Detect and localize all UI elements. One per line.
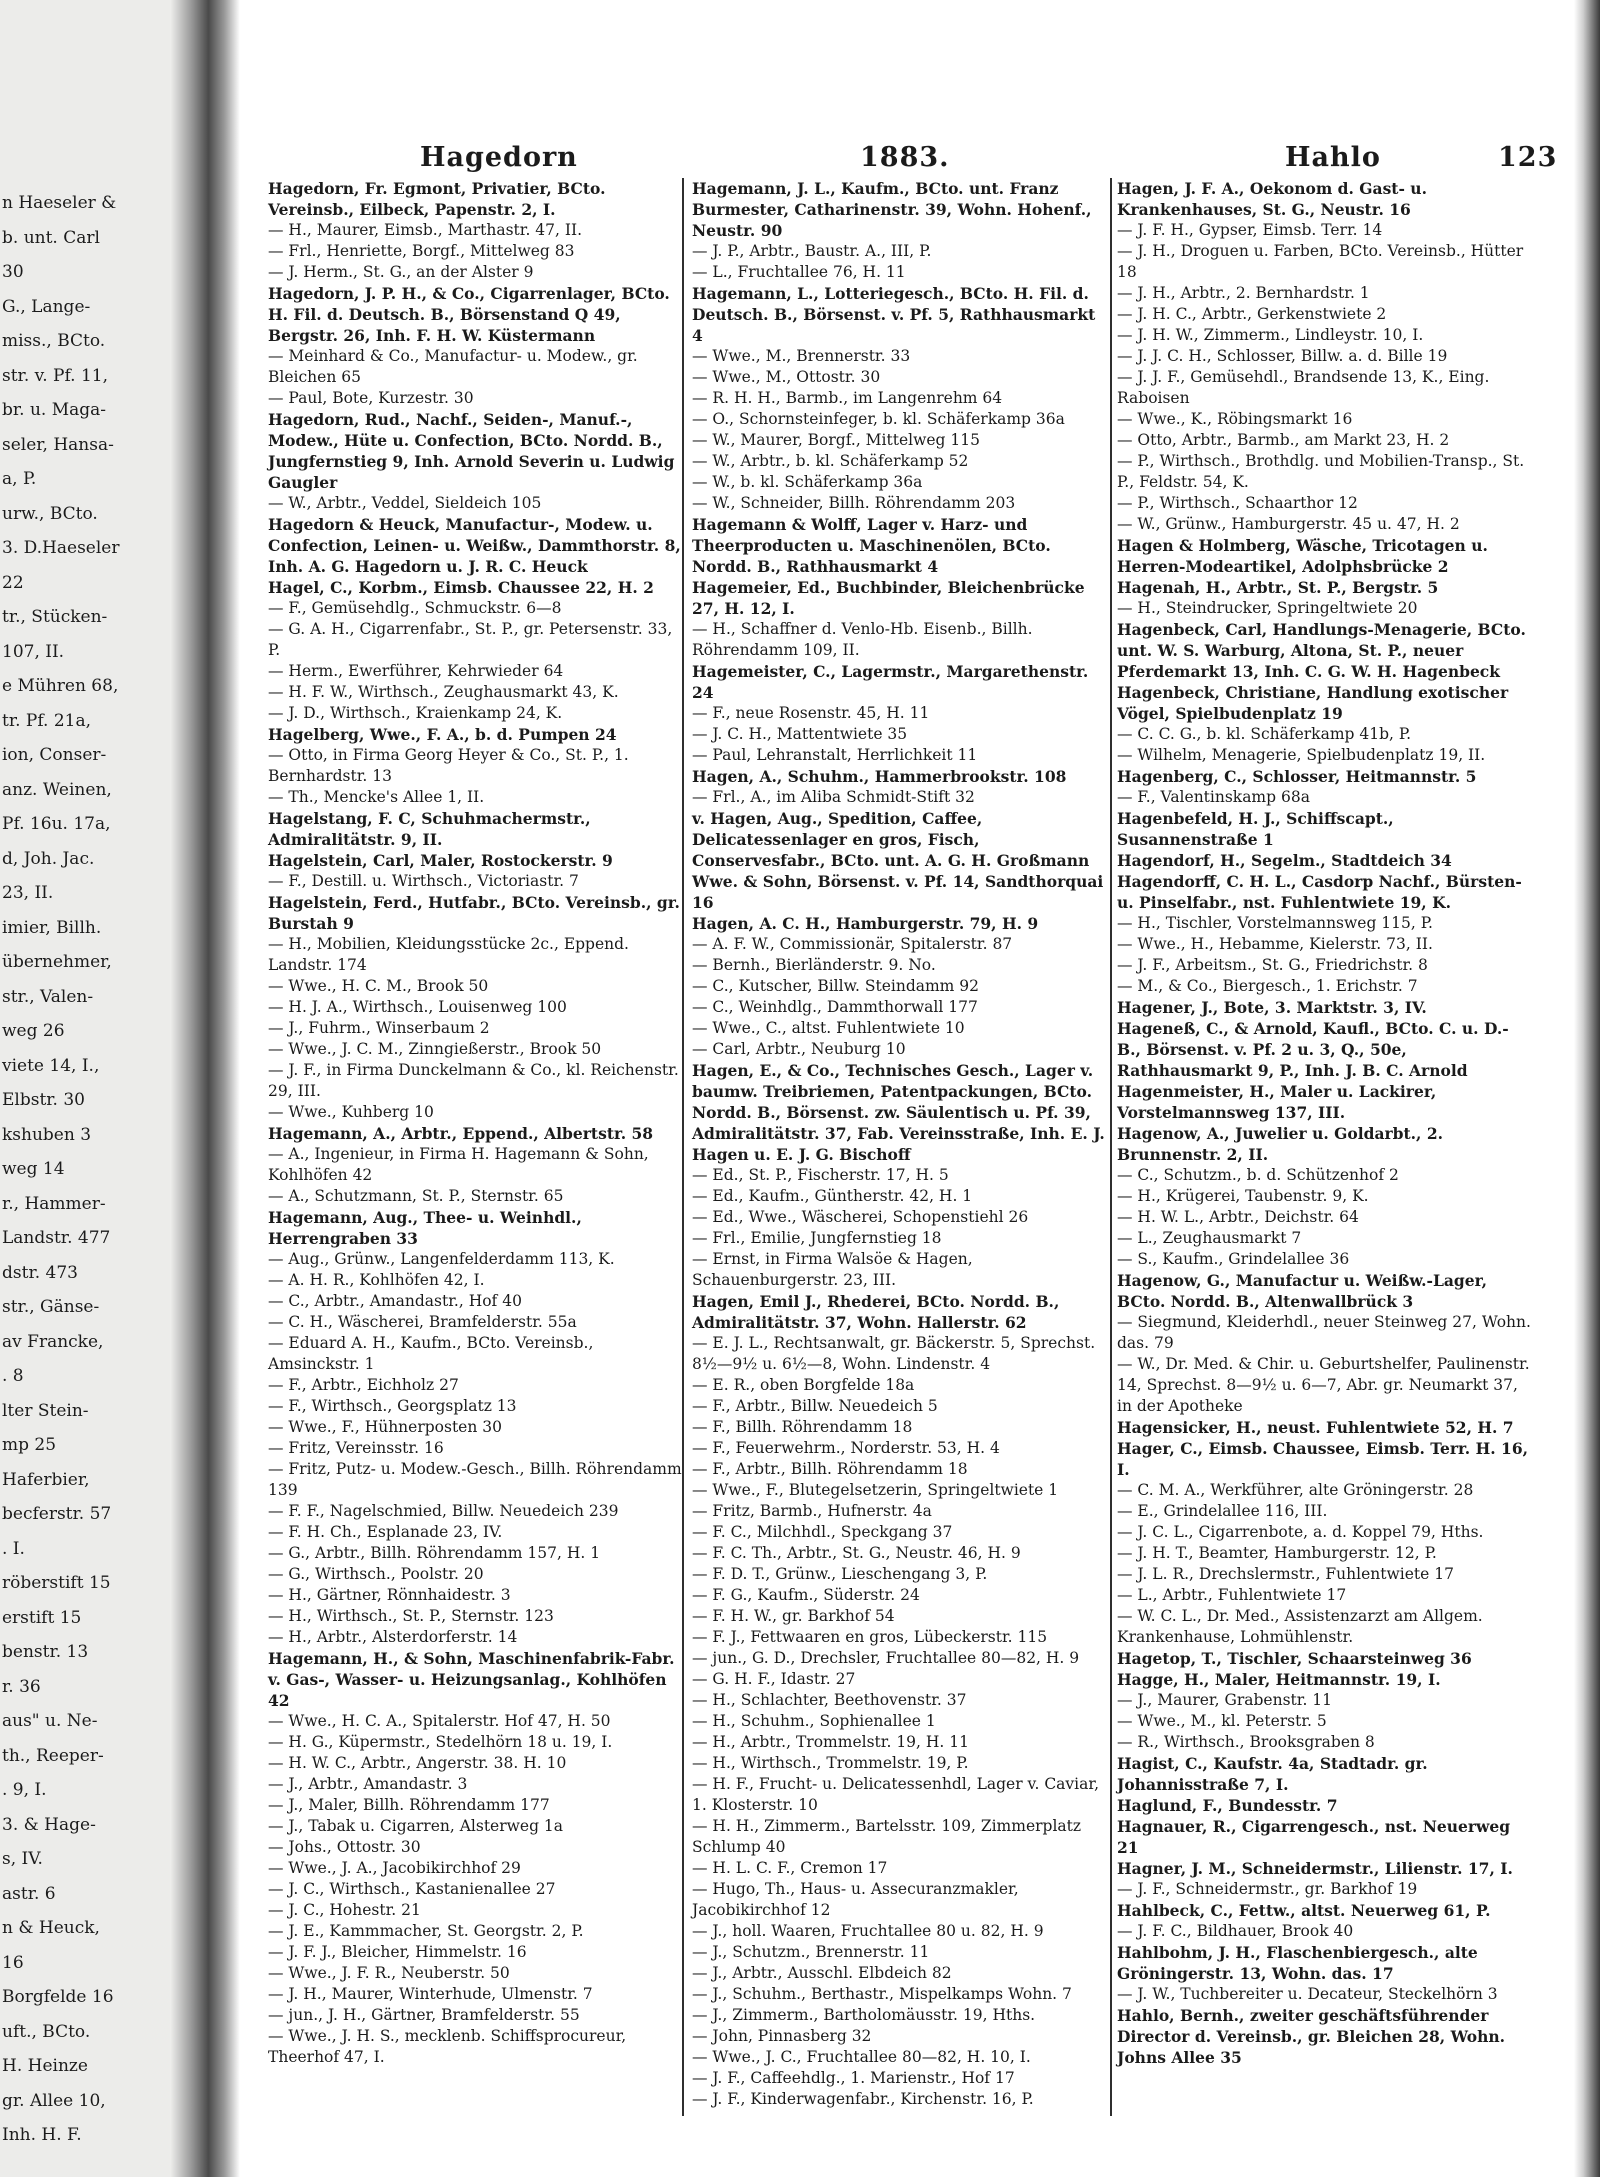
directory-entry: — H., Schaffner d. Venlo-Hb. Eisenb., Billh. Röhrendamm 109, II.: [692, 620, 1033, 659]
directory-entry: Hagemann, J. L., Kaufm., BCto. unt. Franz Burmester, Catharinenstr. 39, Wohn. Hohenf., Neustr. 90: [692, 179, 1092, 240]
directory-entry: — G., Arbtr., Billh. Röhrendamm 157, H. 1: [268, 1544, 601, 1562]
directory-entry: — Wwe., C., altst. Fuhlentwiete 10: [692, 1019, 965, 1037]
directory-entry: Hagenbeck, Christiane, Handlung exotischer Vögel, Spielbudenplatz 19: [1117, 683, 1509, 723]
adjacent-page-fragment: str., Gänse-: [2, 1297, 100, 1317]
directory-entry: — Fritz, Vereinsstr. 16: [268, 1439, 444, 1457]
adjacent-page-fragment: becferstr. 57: [2, 1504, 112, 1524]
directory-entry: — Wwe., J. A., Jacobikirchhof 29: [268, 1859, 521, 1877]
directory-entry: — Herm., Ewerführer, Kehrwieder 64: [268, 662, 564, 680]
directory-entry: Hagedorn, J. P. H., & Co., Cigarrenlager, BCto. H. Fil. d. Deutsch. B., Börsenstand Q 49, Bergstr. 26, Inh. F. H. W. Küstermann: [268, 284, 670, 345]
directory-entry: Hagemann, H., & Sohn, Maschinenfabrik-Fabr. v. Gas-, Wasser- u. Heizungsanlag., Kohlhöfen 42: [268, 1649, 675, 1710]
directory-entry: — J. H. W., Zimmerm., Lindleystr. 10, I.: [1117, 326, 1424, 344]
directory-entry: — jun., J. H., Gärtner, Bramfelderstr. 55: [268, 2006, 580, 2024]
adjacent-page-fragment: 3. & Hage-: [2, 1814, 96, 1835]
directory-entry: — J., Tabak u. Cigarren, Alsterweg 1a: [268, 1817, 564, 1835]
directory-entry: — F. F., Nagelschmied, Billw. Neuedeich 239: [268, 1502, 619, 1520]
directory-column-3: [1117, 178, 1531, 2068]
adjacent-page-fragment: str. v. Pf. 11,: [2, 365, 108, 386]
adjacent-page-fragment: 16: [2, 1952, 24, 1973]
directory-entry: — A., Ingenieur, in Firma H. Hagemann & Sohn, Kohlhöfen 42: [268, 1145, 649, 1184]
directory-entry: — Paul, Lehranstalt, Herrlichkeit 11: [692, 746, 978, 764]
directory-entry: — E. R., oben Borgfelde 18a: [692, 1376, 915, 1394]
directory-entry: — Otto, in Firma Georg Heyer & Co., St. P., 1. Bernhardstr. 13: [268, 746, 629, 785]
directory-entry: Hagendorff, C. H. L., Casdorp Nachf., Bürsten- u. Pinselfabr., nst. Fuhlentwiete 19, K.: [1117, 872, 1522, 912]
directory-entry: — H. W. C., Arbtr., Angerstr. 38. H. 10: [268, 1754, 567, 1772]
directory-entry: — H. H., Zimmerm., Bartelsstr. 109, Zimmerplatz Schlump 40: [692, 1817, 1082, 1856]
directory-entry: — J. P., Arbtr., Baustr. A., III, P.: [692, 242, 932, 260]
directory-entry: — S., Kaufm., Grindelallee 36: [1117, 1250, 1350, 1268]
directory-entry: — Wwe., F., Hühnerposten 30: [268, 1418, 502, 1436]
adjacent-page-fragment: Landstr. 477: [2, 1228, 111, 1248]
directory-page: [240, 0, 1600, 2177]
directory-entry: — J. J. F., Gemüsehdl., Brandsende 13, K., Eing. Raboisen: [1117, 368, 1490, 407]
directory-entry: — J. D., Wirthsch., Kraienkamp 24, K.: [268, 704, 563, 722]
directory-entry: Hagemann, Aug., Thee- u. Weinhdl., Herrengraben 33: [268, 1208, 582, 1248]
adjacent-page-fragment: 3. D.Haeseler: [2, 538, 120, 558]
running-head-first-name: Hagedorn: [420, 142, 578, 173]
directory-entry: — Hugo, Th., Haus- u. Assecuranzmakler, Jacobikirchhof 12: [692, 1880, 1019, 1919]
directory-entry: — F. G., Kaufm., Süderstr. 24: [692, 1586, 920, 1604]
directory-entry: — A. H. R., Kohlhöfen 42, I.: [268, 1271, 485, 1289]
adjacent-page-fragment: a, P.: [2, 469, 37, 489]
directory-entry: — F., Arbtr., Billw. Neuedeich 5: [692, 1397, 938, 1415]
directory-entry: — J. L. R., Drechslermstr., Fuhlentwiete 17: [1117, 1565, 1454, 1583]
directory-entry: — R. H. H., Barmb., im Langenrehm 64: [692, 389, 1003, 407]
directory-entry: Hageneß, C., & Arnold, Kaufl., BCto. C. u. D.-B., Börsenst. v. Pf. 2 u. 3, Q., 50e, Rathhausmarkt 9, P., Inh. J. B. C. Arnold: [1117, 1019, 1509, 1080]
adjacent-page-fragment: astr. 6: [2, 1883, 56, 1904]
directory-entry: — F., Destill. u. Wirthsch., Victoriastr. 7: [268, 872, 579, 890]
directory-entry: Hagemann, A., Arbtr., Eppend., Albertstr. 58: [268, 1124, 654, 1143]
directory-entry: — Wwe., M., Brennerstr. 33: [692, 347, 911, 365]
directory-entry: Hagelstein, Ferd., Hutfabr., BCto. Vereinsb., gr. Burstah 9: [268, 893, 680, 933]
adjacent-page-fragment: tr., Stücken-: [2, 607, 108, 627]
directory-entry: — J., holl. Waaren, Fruchtallee 80 u. 82, H. 9: [692, 1922, 1044, 1940]
directory-entry: — Ed., Kaufm., Güntherstr. 42, H. 1: [692, 1187, 973, 1205]
directory-entry: — J. F., Caffeehdlg., 1. Marienstr., Hof 17: [692, 2069, 1015, 2087]
adjacent-page-fragment: . I.: [2, 1538, 25, 1559]
directory-entry: — F. C., Milchhdl., Speckgang 37: [692, 1523, 953, 1541]
adjacent-page-fragment: miss., BCto.: [2, 331, 106, 351]
directory-entry: — W., Dr. Med. & Chir. u. Geburtshelfer, Paulinenstr. 14, Sprechst. 8—9½ u. 6—7, Abr. gr. Neumarkt 37, in der Apotheke: [1117, 1355, 1530, 1415]
directory-entry: Hagener, J., Bote, 3. Marktstr. 3, IV.: [1117, 998, 1427, 1017]
directory-entry: — G. A. H., Cigarrenfabr., St. P., gr. Petersenstr. 33, P.: [268, 620, 673, 659]
directory-entry: — C., Arbtr., Amandastr., Hof 40: [268, 1292, 522, 1310]
directory-entry: — H. J. A., Wirthsch., Louisenweg 100: [268, 998, 567, 1016]
directory-entry: Hagenbefeld, H. J., Schiffscapt., Susannenstraße 1: [1117, 809, 1394, 849]
directory-entry: — F. H. W., gr. Barkhof 54: [692, 1607, 895, 1625]
directory-entry: — F., Arbtr., Billh. Röhrendamm 18: [692, 1460, 968, 1478]
directory-entry: — J. E., Kammmacher, St. Georgstr. 2, P.: [268, 1922, 584, 1940]
directory-entry: — J. H., Arbtr., 2. Bernhardstr. 1: [1117, 284, 1370, 302]
directory-entry: — H., Maurer, Eimsb., Marthastr. 47, II.: [268, 221, 583, 239]
directory-entry: — Paul, Bote, Kurzestr. 30: [268, 389, 474, 407]
directory-entry: — A. F. W., Commissionär, Spitalerstr. 87: [692, 935, 1013, 953]
directory-entry: — H. F. W., Wirthsch., Zeughausmarkt 43, K.: [268, 683, 619, 701]
directory-entry: — W., b. kl. Schäferkamp 36a: [692, 473, 923, 491]
directory-entry: — F., Gemüsehdlg., Schmuckstr. 6—8: [268, 599, 562, 617]
adjacent-page-fragment: r., Hammer-: [2, 1193, 106, 1214]
directory-entry: — Th., Mencke's Allee 1, II.: [268, 788, 485, 806]
directory-entry: — J. C. L., Cigarrenbote, a. d. Koppel 79, Hths.: [1117, 1523, 1484, 1541]
directory-entry: — J., Schutzm., Brennerstr. 11: [692, 1943, 930, 1961]
directory-entry: — J. H., Maurer, Winterhude, Ulmenstr. 7: [268, 1985, 593, 2003]
directory-entry: — Ernst, in Firma Walsöe & Hagen, Schauenburgerstr. 23, III.: [692, 1250, 973, 1289]
directory-entry: — F., Valentinskamp 68a: [1117, 788, 1310, 806]
directory-entry: Hagemeister, C., Lagermstr., Margarethenstr. 24: [692, 662, 1089, 702]
running-head-year: 1883.: [860, 142, 950, 173]
directory-entry: — Wilhelm, Menagerie, Spielbudenplatz 19, II.: [1117, 746, 1486, 764]
directory-entry: — W., Arbtr., b. kl. Schäferkamp 52: [692, 452, 969, 470]
directory-entry: Hagenbeck, Carl, Handlungs-Menagerie, BCto. unt. W. S. Warburg, Altona, St. P., neuer Pferdemarkt 13, Inh. C. G. W. H. Hagenbeck: [1117, 620, 1526, 681]
adjacent-page-fragment: seler, Hansa-: [2, 434, 114, 455]
adjacent-page-fragment: uft., BCto.: [2, 2021, 91, 2042]
adjacent-page-fragment: G., Lange-: [2, 296, 91, 317]
directory-entry: — F., neue Rosenstr. 45, H. 11: [692, 704, 930, 722]
directory-entry: — E. J. L., Rechtsanwalt, gr. Bäckerstr. 5, Sprechst. 8½—9½ u. 6½—8, Wohn. Lindenstr. 4: [692, 1334, 1096, 1373]
directory-entry: — Siegmund, Kleiderhdl., neuer Steinweg 27, Wohn. das. 79: [1117, 1313, 1531, 1352]
adjacent-page-fragment: n Haeseler &: [2, 193, 117, 213]
directory-entry: — Fritz, Putz- u. Modew.-Gesch., Billh. Röhrendamm 139: [268, 1460, 682, 1499]
directory-entry: — J. H. T., Beamter, Hamburgerstr. 12, P.: [1117, 1544, 1437, 1562]
directory-entry: — G. H. F., Idastr. 27: [692, 1670, 856, 1688]
adjacent-page-fragment: Elbstr. 30: [2, 1090, 85, 1110]
directory-entry: — C., Kutscher, Billw. Steindamm 92: [692, 977, 980, 995]
adjacent-page-fragment: urw., BCto.: [2, 503, 98, 524]
directory-entry: Hagen, A. C. H., Hamburgerstr. 79, H. 9: [692, 914, 1039, 933]
directory-entry: — H., Krügerei, Taubenstr. 9, K.: [1117, 1187, 1369, 1205]
directory-entry: — Wwe., M., Ottostr. 30: [692, 368, 881, 386]
adjacent-page-fragment: ion, Conser-: [2, 745, 107, 765]
directory-entry: — Frl., Henriette, Borgf., Mittelweg 83: [268, 242, 575, 260]
adjacent-page-fragment: 30: [2, 262, 24, 282]
directory-entry: Hagen, Emil J., Rhederei, BCto. Nordd. B., Admiralitätstr. 37, Wohn. Hallerstr. 62: [692, 1292, 1060, 1332]
page-edge-shadow: [1574, 0, 1600, 2177]
adjacent-page-fragment: . 8: [2, 1366, 24, 1386]
directory-entry: — Ed., St. P., Fischerstr. 17, H. 5: [692, 1166, 949, 1184]
directory-entry: — P., Wirthsch., Schaarthor 12: [1117, 494, 1358, 512]
directory-entry: — H., Arbtr., Trommelstr. 19, H. 11: [692, 1733, 969, 1751]
directory-entry: — J. J. C. H., Schlosser, Billw. a. d. Bille 19: [1117, 347, 1448, 365]
directory-entry: — J., Maurer, Grabenstr. 11: [1117, 1691, 1333, 1709]
page-number: 123: [1498, 142, 1558, 173]
directory-entry: — F. J., Fettwaaren en gros, Lübeckerstr. 115: [692, 1628, 1048, 1646]
directory-entry: — Wwe., H. C. M., Brook 50: [268, 977, 489, 995]
directory-entry: — C., Schutzm., b. d. Schützenhof 2: [1117, 1166, 1399, 1184]
adjacent-page-fragment: erstift 15: [2, 1607, 82, 1628]
page-header: [240, 142, 1600, 182]
directory-entry: — L., Zeughausmarkt 7: [1117, 1229, 1302, 1247]
directory-entry: Hagedorn, Rud., Nachf., Seiden-, Manuf.-, Modew., Hüte u. Confection, BCto. Nordd. B., Jungfernstieg 9, Inh. Arnold Severin u. Ludwig Gaugler: [268, 410, 675, 492]
directory-entry: — J., Maler, Billh. Röhrendamm 177: [268, 1796, 550, 1814]
adjacent-page-fragment: b. unt. Carl: [2, 227, 100, 248]
directory-entry: — Wwe., M., kl. Peterstr. 5: [1117, 1712, 1327, 1730]
adjacent-page-fragment: übernehmer,: [2, 952, 112, 972]
directory-entry: — F., Billh. Röhrendamm 18: [692, 1418, 913, 1436]
directory-column-2: [692, 178, 1108, 2110]
adjacent-page-fragment: 23, II.: [2, 883, 54, 903]
directory-entry: — Eduard A. H., Kaufm., BCto. Vereinsb., Amsinckstr. 1: [268, 1334, 594, 1373]
column-divider: [1110, 178, 1112, 2116]
directory-entry: — J., Zimmerm., Bartholomäusstr. 19, Hths.: [692, 2006, 1036, 2024]
directory-entry: Hagemeier, Ed., Buchbinder, Bleichenbrücke 27, H. 12, I.: [692, 578, 1085, 618]
directory-entry: — Wwe., Kuhberg 10: [268, 1103, 434, 1121]
directory-entry: — J., Arbtr., Amandastr. 3: [268, 1775, 468, 1793]
adjacent-page-fragment: imier, Billh.: [2, 917, 102, 938]
directory-entry: Hagen & Holmberg, Wäsche, Tricotagen u. Herren-Modeartikel, Adolphsbrücke 2: [1117, 536, 1488, 576]
directory-entry: — F. H. Ch., Esplanade 23, IV.: [268, 1523, 503, 1541]
directory-entry: — J. F. C., Bildhauer, Brook 40: [1117, 1922, 1354, 1940]
directory-entry: — L., Fruchtallee 76, H. 11: [692, 263, 906, 281]
directory-entry: — Frl., A., im Aliba Schmidt-Stift 32: [692, 788, 975, 806]
directory-entry: Hagen, E., & Co., Technisches Gesch., Lager v. baumw. Treibriemen, Patentpackungen, BCto. Nordd. B., Börsenst. zw. Säulentisch u. Pf. 39, Admiralitätstr. 37, Fab. Vereinsstraße, Inh. E. J. Hagen u. E. J. G. Bischoff: [692, 1061, 1105, 1164]
directory-entry: — J. H., Droguen u. Farben, BCto. Vereinsb., Hütter 18: [1117, 242, 1524, 281]
directory-entry: — R., Wirthsch., Brooksgraben 8: [1117, 1733, 1375, 1751]
directory-entry: Hagner, J. M., Schneidermstr., Lilienstr. 17, I.: [1117, 1859, 1513, 1878]
directory-entry: Haglund, F., Bundesstr. 7: [1117, 1796, 1338, 1815]
directory-entry: — Aug., Grünw., Langenfelderdamm 113, K.: [268, 1250, 615, 1268]
directory-entry: — W., Maurer, Borgf., Mittelweg 115: [692, 431, 980, 449]
directory-entry: — F. D. T., Grünw., Lieschengang 3, P.: [692, 1565, 988, 1583]
adjacent-page-fragment: tr. Pf. 21a,: [2, 710, 92, 731]
directory-entry: Hagendorf, H., Segelm., Stadtdeich 34: [1117, 851, 1452, 870]
adjacent-page-fragment: d, Joh. Jac.: [2, 848, 95, 869]
directory-entry: Hagedorn, Fr. Egmont, Privatier, BCto. Vereinsb., Eilbeck, Papenstr. 2, I.: [268, 179, 606, 219]
adjacent-page-fragment: Borgfelde 16: [2, 1987, 114, 2007]
adjacent-page-strip: [0, 0, 190, 2177]
directory-entry: — Carl, Arbtr., Neuburg 10: [692, 1040, 906, 1058]
directory-entry: — H. G., Küpermstr., Stedelhörn 18 u. 19, I.: [268, 1733, 613, 1751]
directory-entry: Hagist, C., Kaufstr. 4a, Stadtadr. gr. Johannisstraße 7, I.: [1117, 1754, 1428, 1794]
directory-entry: — L., Arbtr., Fuhlentwiete 17: [1117, 1586, 1347, 1604]
directory-entry: — J., Schuhm., Berthastr., Mispelkamps Wohn. 7: [692, 1985, 1072, 2003]
directory-entry: — F., Arbtr., Eichholz 27: [268, 1376, 459, 1394]
directory-entry: Hagge, H., Maler, Heitmannstr. 19, I.: [1117, 1670, 1441, 1689]
directory-column-1: [268, 178, 684, 2068]
directory-entry: — Wwe., H., Hebamme, Kielerstr. 73, II.: [1117, 935, 1433, 953]
directory-entry: — Ed., Wwe., Wäscherei, Schopenstiehl 26: [692, 1208, 1029, 1226]
adjacent-page-fragment: av Francke,: [2, 1331, 104, 1352]
directory-entry: Hagedorn & Heuck, Manufactur-, Modew. u. Confection, Leinen- u. Weißw., Dammthorstr. 8, Inh. A. G. Hagedorn u. J. R. C. Heuck: [268, 515, 681, 576]
directory-entry: — Wwe., H. C. A., Spitalerstr. Hof 47, H. 50: [268, 1712, 611, 1730]
directory-entry: — H. W. L., Arbtr., Deichstr. 64: [1117, 1208, 1359, 1226]
directory-entry: — Frl., Emilie, Jungfernstieg 18: [692, 1229, 942, 1247]
adjacent-page-fragment: th., Reeper-: [2, 1745, 104, 1766]
directory-entry: — F., Wirthsch., Georgsplatz 13: [268, 1397, 517, 1415]
directory-entry: — W., Grünw., Hamburgerstr. 45 u. 47, H. 2: [1117, 515, 1460, 533]
directory-entry: — W., Schneider, Billh. Röhrendamm 203: [692, 494, 1016, 512]
directory-entry: — Otto, Arbtr., Barmb., am Markt 23, H. 2: [1117, 431, 1450, 449]
directory-entry: — F. C. Th., Arbtr., St. G., Neustr. 46, H. 9: [692, 1544, 1021, 1562]
directory-entry: Hagen, A., Schuhm., Hammerbrookstr. 108: [692, 767, 1067, 786]
directory-entry: — J. F. H., Gypser, Eimsb. Terr. 14: [1117, 221, 1383, 239]
directory-entry: — J., Fuhrm., Winserbaum 2: [268, 1019, 490, 1037]
adjacent-page-fragment: 107, II.: [2, 641, 65, 662]
directory-entry: — P., Wirthsch., Brothdlg. und Mobilien-Transp., St. P., Feldstr. 54, K.: [1117, 452, 1525, 491]
adjacent-page-fragment: H. Heinze: [2, 2056, 88, 2076]
book-gutter-shadow: [170, 0, 240, 2177]
directory-entry: — Wwe., J. C., Fruchtallee 80—82, H. 10, I.: [692, 2048, 1031, 2066]
directory-entry: Hagelstang, F. C, Schuhmachermstr., Admiralitätstr. 9, II.: [268, 809, 591, 849]
directory-entry: — Wwe., K., Röbingsmarkt 16: [1117, 410, 1353, 428]
adjacent-page-fragment: s, IV.: [2, 1849, 43, 1869]
adjacent-page-fragment: e Mühren 68,: [2, 676, 119, 696]
directory-entry: — J. F., Kinderwagenfabr., Kirchenstr. 16, P.: [692, 2090, 1034, 2108]
adjacent-page-fragment: aus" u. Ne-: [2, 1711, 98, 1731]
adjacent-page-fragment: gr. Allee 10,: [2, 2090, 106, 2111]
adjacent-page-fragment: weg 14: [2, 1159, 65, 1179]
adjacent-page-fragment: viete 14, I.,: [2, 1055, 100, 1076]
adjacent-page-fragment: lter Stein-: [2, 1400, 89, 1421]
directory-entry: — J., Arbtr., Ausschl. Elbdeich 82: [692, 1964, 952, 1982]
directory-entry: Hagenmeister, H., Maler u. Lackirer, Vorstelmannsweg 137, III.: [1117, 1082, 1437, 1122]
directory-entry: Hagemann, L., Lotteriegesch., BCto. H. Fil. d. Deutsch. B., Börsenst. v. Pf. 5, Rathhausmarkt 4: [692, 284, 1096, 345]
directory-entry: Hagemann & Wolff, Lager v. Harz- und Theerproducten u. Maschinenölen, BCto. Nordd. B., Rathhausmarkt 4: [692, 515, 1051, 576]
directory-entry: — H., Wirthsch., Trommelstr. 19, P.: [692, 1754, 969, 1772]
adjacent-page-fragment: anz. Weinen,: [2, 779, 112, 800]
directory-entry: — Fritz, Barmb., Hufnerstr. 4a: [692, 1502, 932, 1520]
directory-entry: — J. F., in Firma Dunckelmann & Co., kl. Reichenstr. 29, III.: [268, 1061, 679, 1100]
adjacent-page-fragment: 22: [2, 572, 24, 593]
running-head-last-name: Hahlo: [1285, 142, 1381, 173]
adjacent-page-fragment: kshuben 3: [2, 1124, 92, 1145]
directory-entry: — H., Mobilien, Kleidungsstücke 2c., Eppend. Landstr. 174: [268, 935, 629, 974]
directory-entry: — C., Weinhdlg., Dammthorwall 177: [692, 998, 978, 1016]
directory-entry: — Bernh., Bierländerstr. 9. No.: [692, 956, 936, 974]
directory-entry: — J. W., Tuchbereiter u. Decateur, Steckelhörn 3: [1117, 1985, 1498, 2003]
directory-entry: — G., Wirthsch., Poolstr. 20: [268, 1565, 484, 1583]
directory-entry: — C. M. A., Werkführer, alte Gröningerstr. 28: [1117, 1481, 1474, 1499]
adjacent-page-fragment: . 9, I.: [2, 1780, 47, 1800]
directory-entry: — C. H., Wäscherei, Bramfelderstr. 55a: [268, 1313, 577, 1331]
directory-entry: — A., Schutzmann, St. P., Sternstr. 65: [268, 1187, 564, 1205]
adjacent-page-fragment: Pf. 16u. 17a,: [2, 814, 111, 834]
directory-entry: — H. F., Frucht- u. Delicatessenhdl, Lager v. Caviar, 1. Klosterstr. 10: [692, 1775, 1100, 1814]
adjacent-page-fragment: dstr. 473: [2, 1262, 78, 1283]
adjacent-page-fragment: str., Valen-: [2, 986, 94, 1007]
directory-entry: — Wwe., F., Blutegelsetzerin, Springeltwiete 1: [692, 1481, 1059, 1499]
directory-entry: — O., Schornsteinfeger, b. kl. Schäferkamp 36a: [692, 410, 1065, 428]
directory-entry: Hagnauer, R., Cigarrengesch., nst. Neuerweg 21: [1117, 1817, 1511, 1857]
directory-entry: — H., Gärtner, Rönnhaidestr. 3: [268, 1586, 511, 1604]
directory-entry: — H., Wirthsch., St. P., Sternstr. 123: [268, 1607, 554, 1625]
directory-entry: Hagensicker, H., neust. Fuhlentwiete 52, H. 7: [1117, 1418, 1514, 1437]
directory-entry: — J. Herm., St. G., an der Alster 9: [268, 263, 534, 281]
directory-entry: Hagetop, T., Tischler, Schaarsteinweg 36: [1117, 1649, 1472, 1668]
adjacent-page-fragment: benstr. 13: [2, 1642, 89, 1662]
directory-entry: — J. C., Hohestr. 21: [268, 1901, 421, 1919]
directory-entry: — John, Pinnasberg 32: [692, 2027, 872, 2045]
directory-entry: — H. L. C. F., Cremon 17: [692, 1859, 888, 1877]
directory-entry: — J. C. H., Mattentwiete 35: [692, 725, 908, 743]
directory-entry: Hahlbeck, C., Fettw., altst. Neuerweg 61, P.: [1117, 1901, 1491, 1920]
directory-entry: — J. H. C., Arbtr., Gerkenstwiete 2: [1117, 305, 1387, 323]
directory-entry: Hagelstein, Carl, Maler, Rostockerstr. 9: [268, 851, 613, 870]
directory-entry: — M., & Co., Biergesch., 1. Erichstr. 7: [1117, 977, 1418, 995]
directory-entry: — H., Schlachter, Beethovenstr. 37: [692, 1691, 967, 1709]
adjacent-page-fragment: n & Heuck,: [2, 1918, 100, 1938]
adjacent-page-fragment: Haferbier,: [2, 1469, 90, 1490]
directory-entry: — Wwe., J. C. M., Zinngießerstr., Brook 50: [268, 1040, 602, 1058]
directory-entry: — Wwe., J. F. R., Neuberstr. 50: [268, 1964, 510, 1982]
directory-entry: — J. F. J., Bleicher, Himmelstr. 16: [268, 1943, 527, 1961]
directory-entry: Hagenow, A., Juwelier u. Goldarbt., 2. Brunnenstr. 2, II.: [1117, 1124, 1444, 1164]
directory-entry: — J. F., Arbeitsm., St. G., Friedrichstr. 8: [1117, 956, 1428, 974]
directory-entry: — Wwe., J. H. S., mecklenb. Schiffsprocureur, Theerhof 47, I.: [268, 2027, 627, 2066]
directory-entry: Hagenberg, C., Schlosser, Heitmannstr. 5: [1117, 767, 1477, 786]
directory-entry: Hagen, J. F. A., Oekonom d. Gast- u. Krankenhauses, St. G., Neustr. 16: [1117, 179, 1427, 219]
directory-entry: — H., Arbtr., Alsterdorferstr. 14: [268, 1628, 518, 1646]
adjacent-page-fragment: Inh. H. F.: [2, 2125, 82, 2145]
directory-entry: Hagenah, H., Arbtr., St. P., Bergstr. 5: [1117, 578, 1439, 597]
directory-entry: — J. C., Wirthsch., Kastanienallee 27: [268, 1880, 556, 1898]
adjacent-page-fragment: r. 36: [2, 1676, 41, 1697]
directory-entry: Hahlo, Bernh., zweiter geschäftsführender Director d. Vereinsb., gr. Bleichen 28, Wohn. Johns Allee 35: [1117, 2006, 1506, 2067]
directory-entry: — H., Schuhm., Sophienallee 1: [692, 1712, 936, 1730]
adjacent-page-fragment: röberstift 15: [2, 1573, 111, 1593]
directory-entry: Hager, C., Eimsb. Chaussee, Eimsb. Terr. H. 16, I.: [1117, 1439, 1528, 1479]
directory-entry: — jun., G. D., Drechsler, Fruchtallee 80—82, H. 9: [692, 1649, 1080, 1667]
directory-entry: Hagelberg, Wwe., F. A., b. d. Pumpen 24: [268, 725, 617, 744]
directory-entry: — W. C. L., Dr. Med., Assistenzarzt am Allgem. Krankenhause, Lohmühlenstr.: [1117, 1607, 1483, 1646]
directory-entry: — F., Feuerwehrm., Norderstr. 53, H. 4: [692, 1439, 1000, 1457]
adjacent-page-fragment: weg 26: [2, 1021, 65, 1041]
adjacent-page-fragment: br. u. Maga-: [2, 400, 107, 420]
directory-entry: Hahlbohm, J. H., Flaschenbiergesch., alte Gröningerstr. 13, Wohn. das. 17: [1117, 1943, 1478, 1983]
directory-entry: — C. C. G., b. kl. Schäferkamp 41b, P.: [1117, 725, 1412, 743]
directory-entry: — E., Grindelallee 116, III.: [1117, 1502, 1328, 1520]
directory-entry: — H., Tischler, Vorstelmannsweg 115, P.: [1117, 914, 1433, 932]
directory-entry: Hagel, C., Korbm., Eimsb. Chaussee 22, H. 2: [268, 578, 654, 597]
directory-entry: — J. F., Schneidermstr., gr. Barkhof 19: [1117, 1880, 1418, 1898]
directory-entry: Hagenow, G., Manufactur u. Weißw.-Lager, BCto. Nordd. B., Altenwallbrück 3: [1117, 1271, 1488, 1311]
directory-entry: — H., Steindrucker, Springeltwiete 20: [1117, 599, 1418, 617]
adjacent-page-fragment: mp 25: [2, 1435, 57, 1455]
directory-entry: — W., Arbtr., Veddel, Sieldeich 105: [268, 494, 542, 512]
directory-entry: v. Hagen, Aug., Spedition, Caffee, Delicatessenlager en gros, Fisch, Conservesfabr., BCto. unt. A. G. H. Großmann Wwe. & Sohn, Börsenst. v. Pf. 14, Sandthorquai 16: [692, 809, 1104, 912]
directory-entry: — Meinhard & Co., Manufactur- u. Modew., gr. Bleichen 65: [268, 347, 638, 386]
directory-entry: — Johs., Ottostr. 30: [268, 1838, 421, 1856]
